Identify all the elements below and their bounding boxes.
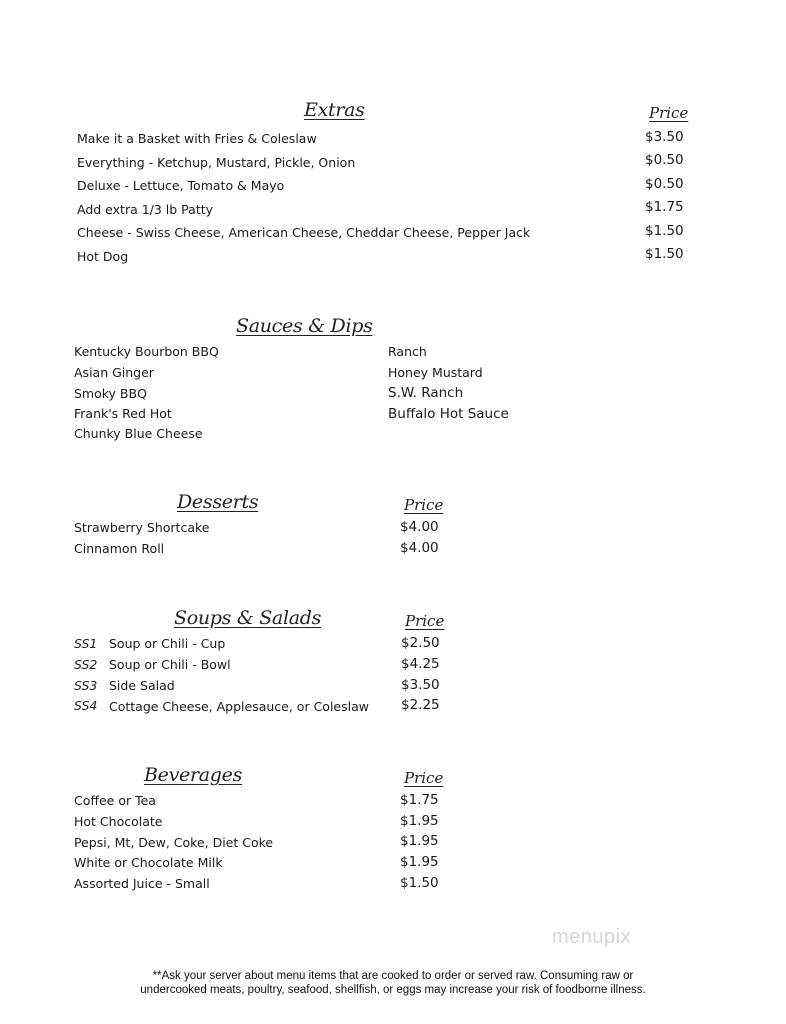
list-item: Buffalo Hot Sauce bbox=[388, 406, 509, 422]
list-item: S.W. Ranch bbox=[388, 385, 464, 401]
item-price: $2.25 bbox=[401, 697, 440, 713]
list-item: Add extra 1/3 lb Patty bbox=[77, 202, 214, 217]
disclaimer-line-1: **Ask your server about menu items that are cooked to order or served raw. Consuming raw or bbox=[152, 970, 634, 982]
list-item: Soup or Chili - Bowl bbox=[109, 657, 231, 672]
item-code: SS3 bbox=[74, 678, 98, 693]
list-item: Pepsi, Mt, Dew, Coke, Diet Coke bbox=[74, 835, 274, 850]
list-item: Chunky Blue Cheese bbox=[74, 426, 203, 441]
item-code: SS2 bbox=[74, 657, 98, 672]
list-item: Ranch bbox=[388, 344, 427, 359]
item-price: $3.50 bbox=[401, 677, 440, 693]
allergy-disclaimer bbox=[0, 969, 786, 997]
item-price: $1.95 bbox=[400, 854, 439, 870]
item-price: $1.95 bbox=[400, 833, 439, 849]
item-price: $0.50 bbox=[645, 176, 684, 192]
item-price: $3.50 bbox=[645, 129, 684, 145]
item-price: $4.00 bbox=[400, 540, 439, 556]
list-item: Frank's Red Hot bbox=[74, 406, 172, 421]
extras-price-header: Price bbox=[649, 104, 689, 122]
list-item: Cinnamon Roll bbox=[74, 541, 165, 556]
list-item: Assorted Juice - Small bbox=[74, 876, 210, 891]
list-item: Coffee or Tea bbox=[74, 793, 156, 808]
list-item: Asian Ginger bbox=[74, 365, 154, 380]
item-price: $4.25 bbox=[401, 656, 440, 672]
list-item: Make it a Basket with Fries & Coleslaw bbox=[77, 131, 317, 146]
list-item: Deluxe - Lettuce, Tomato & Mayo bbox=[77, 178, 285, 193]
desserts-heading: Desserts bbox=[177, 491, 259, 513]
item-price: $1.50 bbox=[645, 223, 684, 239]
extras-heading: Extras bbox=[304, 99, 365, 121]
list-item: Soup or Chili - Cup bbox=[109, 636, 226, 651]
disclaimer-line-2: undercooked meats, poultry, seafood, shellfish, or eggs may increase your risk of foodborne illness. bbox=[140, 984, 646, 996]
item-price: $0.50 bbox=[645, 152, 684, 168]
soups-heading: Soups & Salads bbox=[174, 607, 322, 629]
item-price: $4.00 bbox=[400, 519, 439, 535]
list-item: Honey Mustard bbox=[388, 365, 483, 380]
soups-price-header: Price bbox=[405, 612, 445, 630]
item-price: $1.50 bbox=[400, 875, 439, 891]
item-price: $1.75 bbox=[400, 792, 439, 808]
item-price: $2.50 bbox=[401, 635, 440, 651]
item-code: SS4 bbox=[74, 698, 98, 713]
item-price: $1.75 bbox=[645, 199, 684, 215]
list-item: Cheese - Swiss Cheese, American Cheese, Cheddar Cheese, Pepper Jack bbox=[77, 225, 531, 240]
list-item: Cottage Cheese, Applesauce, or Coleslaw bbox=[109, 699, 369, 714]
list-item: White or Chocolate Milk bbox=[74, 855, 223, 870]
list-item: Kentucky Bourbon BBQ bbox=[74, 344, 219, 359]
item-code: SS1 bbox=[74, 636, 98, 651]
beverages-price-header: Price bbox=[404, 769, 444, 787]
sauces-heading: Sauces & Dips bbox=[236, 315, 373, 337]
desserts-price-header: Price bbox=[404, 496, 444, 514]
item-price: $1.50 bbox=[645, 246, 684, 262]
list-item: Everything - Ketchup, Mustard, Pickle, Onion bbox=[77, 155, 356, 170]
list-item: Strawberry Shortcake bbox=[74, 520, 210, 535]
list-item: Hot Dog bbox=[77, 249, 129, 264]
item-price: $1.95 bbox=[400, 813, 439, 829]
list-item: Hot Chocolate bbox=[74, 814, 163, 829]
list-item: Side Salad bbox=[109, 678, 175, 693]
list-item: Smoky BBQ bbox=[74, 386, 147, 401]
beverages-heading: Beverages bbox=[144, 764, 243, 786]
watermark-logo: menupix bbox=[552, 926, 632, 948]
